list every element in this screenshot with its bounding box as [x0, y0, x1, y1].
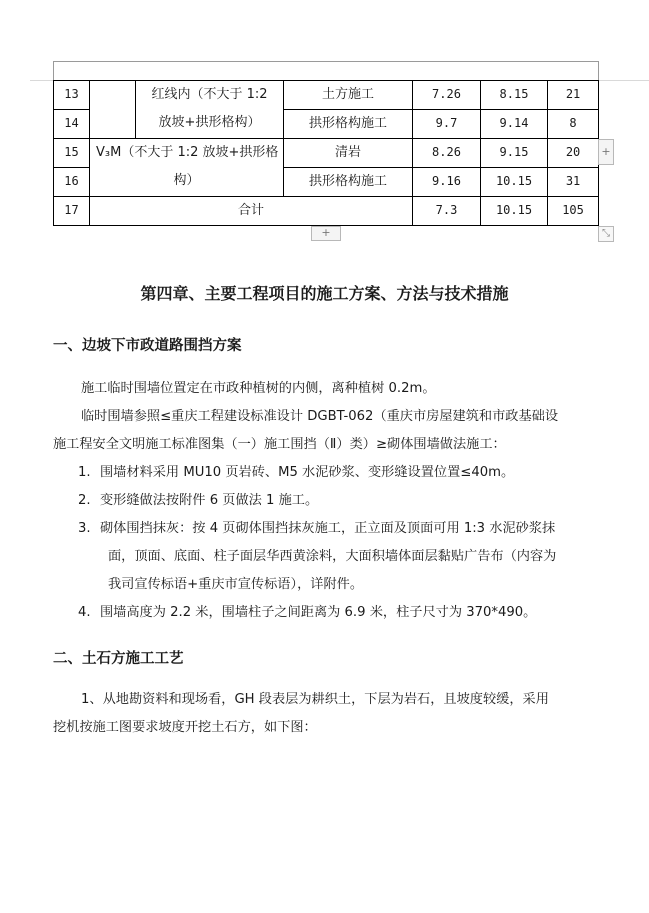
list-marker: 1.: [78, 465, 91, 480]
row-number: 16: [54, 168, 90, 197]
table-row: [54, 110, 599, 139]
task-cell: 拱形格构施工: [284, 168, 413, 197]
add-row-button[interactable]: +: [311, 226, 341, 241]
list-text: 面，顶面、底面、柱子面层华西黄涂料，大面积墙体面层黏贴广告布（内容为: [108, 549, 557, 564]
list-item: [78, 515, 600, 599]
start-date-cell: 7.3: [413, 197, 481, 226]
table-row: [54, 81, 599, 110]
row-number: 13: [54, 81, 90, 110]
list-marker: 3.: [78, 521, 91, 536]
start-date-cell: 8.26: [413, 139, 481, 168]
end-date-cell: 9.14: [481, 110, 548, 139]
table-row: [54, 139, 599, 168]
start-date-cell: 9.7: [413, 110, 481, 139]
paragraph: 1、从地勘资料和现场看，GH 段表层为耕织土，下层为岩石，且坡度较缓，采用: [81, 692, 549, 707]
list-marker: 4.: [78, 605, 91, 620]
add-column-button[interactable]: +: [598, 139, 614, 165]
empty-cell: [90, 81, 136, 139]
paragraph: 施工程安全文明施工标准图集（一）施工围挡（Ⅱ）类）≥砌体围墙做法施工：: [53, 437, 506, 452]
start-date-cell: 7.26: [413, 81, 481, 110]
schedule-table: [53, 61, 599, 226]
chapter-title: 第四章、主要工程项目的施工方案、方法与技术措施: [140, 284, 509, 303]
end-date-cell: 10.15: [481, 197, 548, 226]
section-cell: 放坡+拱形格构）: [136, 110, 284, 139]
list-text: 我司宣传标语+重庆市宣传标语），详附件。: [108, 577, 364, 592]
list-text: 变形缝做法按附件 6 页做法 1 施工。: [100, 493, 319, 508]
task-cell: 拱形格构施工: [284, 110, 413, 139]
table-resize-icon[interactable]: ⤡: [598, 226, 614, 242]
days-cell: 21: [548, 81, 599, 110]
table-row-total: [54, 197, 599, 226]
list-marker: 2.: [78, 493, 91, 508]
table-row-blank: [54, 62, 599, 81]
row-number: 15: [54, 139, 90, 168]
section-heading: 一、边坡下市政道路围挡方案: [53, 338, 242, 354]
end-date-cell: 8.15: [481, 81, 548, 110]
list-item: [78, 459, 600, 487]
paragraph: 施工临时围墙位置定在市政种植树的内侧，离种植树 0.2m。: [81, 381, 436, 396]
end-date-cell: 9.15: [481, 139, 548, 168]
section-cell: 红线内（不大于 1:2: [136, 81, 284, 110]
table-row: [54, 168, 599, 197]
paragraph: 挖机按施工图要求坡度开挖土石方，如下图：: [53, 720, 317, 735]
total-label-cell: 合计: [90, 197, 413, 226]
start-date-cell: 9.16: [413, 168, 481, 197]
days-cell: 31: [548, 168, 599, 197]
list-text: 砌体围挡抹灰：按 4 页砌体围挡抹灰施工，正立面及顶面可用 1:3 水泥砂浆抹: [100, 521, 556, 536]
end-date-cell: 10.15: [481, 168, 548, 197]
list-item: [78, 487, 600, 515]
days-cell: 105: [548, 197, 599, 226]
days-cell: 8: [548, 110, 599, 139]
days-cell: 20: [548, 139, 599, 168]
row-number: 17: [54, 197, 90, 226]
section-cell: 构）: [90, 168, 284, 197]
row-number: 14: [54, 110, 90, 139]
list-text: 围墙材料采用 MU10 页岩砖、M5 水泥砂浆、变形缝设置位置≤40m。: [100, 465, 515, 480]
section-heading: 二、土石方施工工艺: [53, 651, 184, 667]
task-cell: 土方施工: [284, 81, 413, 110]
paragraph: 临时围墙参照≤重庆工程建设标准设计 DGBT-062（重庆市房屋建筑和市政基础设: [81, 409, 559, 424]
section-cell: V₃M（不大于 1:2 放坡+拱形格: [90, 139, 284, 168]
list-text: 围墙高度为 2.2 米，围墙柱子之间距离为 6.9 米，柱子尺寸为 370*490。: [100, 605, 537, 620]
list-item: [78, 599, 600, 627]
task-cell: 清岩: [284, 139, 413, 168]
